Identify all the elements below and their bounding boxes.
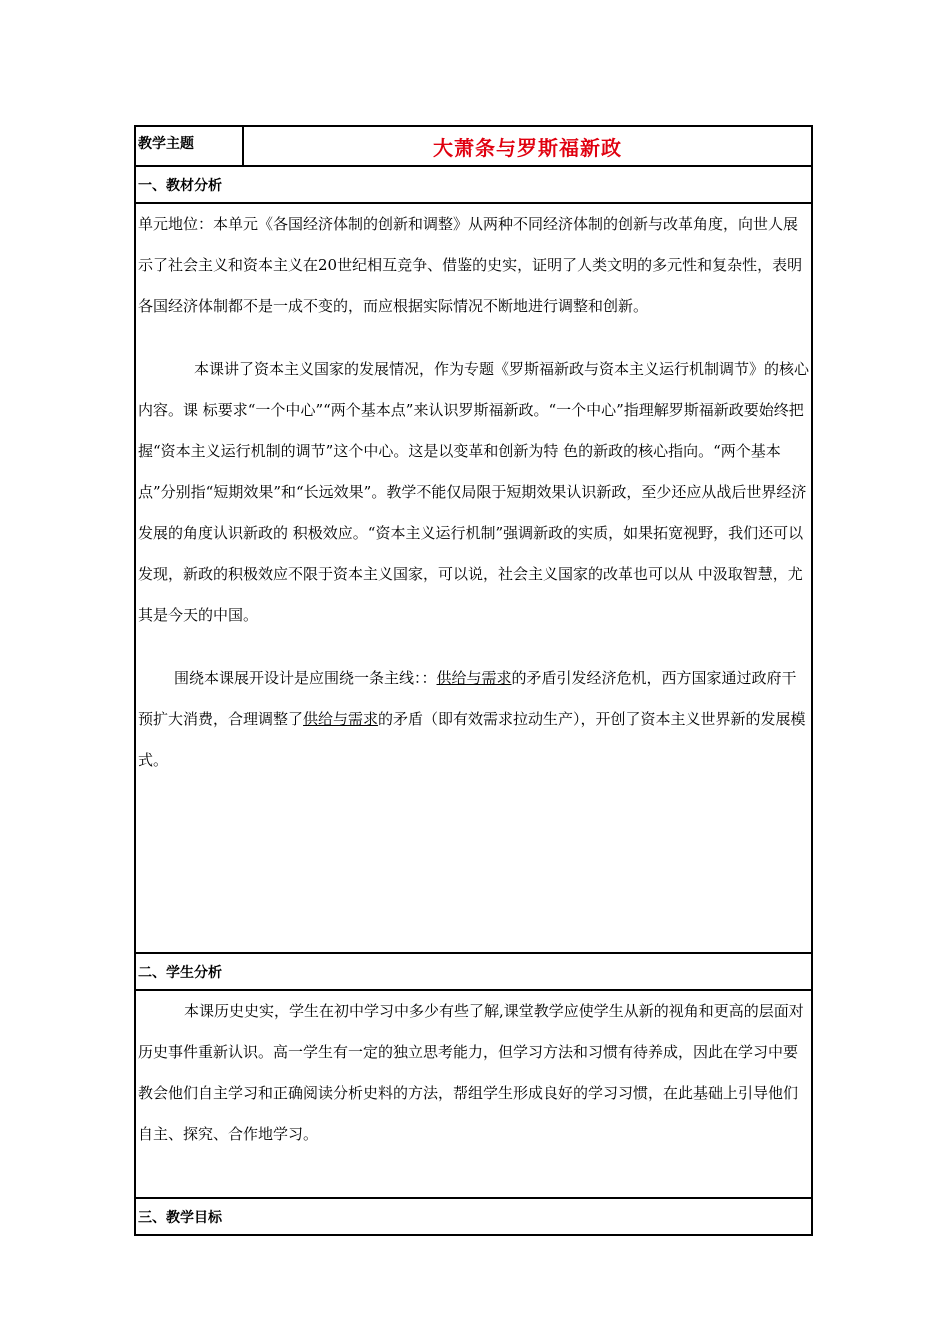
section1-heading-row <box>135 166 812 203</box>
main-line-paragraph <box>138 658 809 781</box>
paragraph-gap <box>138 636 809 658</box>
main-line-text-a: 围绕本课展开设计是应围绕一条主线：： <box>174 669 437 687</box>
section3-heading-row <box>135 1198 812 1235</box>
header-row <box>135 126 812 166</box>
lesson-title: 大萧条与罗斯福新政 <box>243 126 812 166</box>
section2-body-row <box>135 990 812 1198</box>
textbook-analysis-heading: 一、教材分析 <box>135 166 812 203</box>
section2-heading-row <box>135 953 812 990</box>
teaching-goals-heading: 三、教学目标 <box>135 1198 812 1235</box>
student-analysis-body <box>135 990 812 1198</box>
lesson-plan-table <box>134 125 813 1236</box>
paragraph-gap <box>138 327 809 349</box>
unit-position-paragraph: 单元地位：本单元《各国经济体制的创新和调整》从两种不同经济体制的创新与改革角度，向世人展示了社会主义和资本主义在20世纪相互竞争、借鉴的史实，证明了人类文明的多元性和复杂性，表明各国经济体制都不是一成不变的，而应根据实际情况不断地进行调整和创新。 <box>138 215 803 315</box>
main-line-text-b: 的矛盾引发经济危机，西方国家通过政府干预扩大消费，合理调整了 <box>138 669 797 728</box>
supply-demand-term: 供给与需求 <box>436 669 512 687</box>
main-line-text-c: 的矛盾（即有效需求拉动生产），开创了资本主义世界新的发展模式。 <box>138 710 806 769</box>
topic-label: 教学主题 <box>135 126 243 166</box>
section1-body-row <box>135 203 812 953</box>
student-analysis-paragraph: 本课历史史实，学生在初中学习中多少有些了解,课堂教学应使学生从新的视角和更高的层面对历史事件重新认识。高一学生有一定的独立思考能力，但学习方法和习惯有待养成，因此在学习中要教会他们自主学习和正确阅读分析史料的方法，帮组学生形成良好的学习习惯，在此基础上引导他们自主、探究、合作地学习。 <box>138 1002 804 1143</box>
lesson-content-paragraph: 本课讲了资本主义国家的发展情况，作为专题《罗斯福新政与资本主义运行机制调节》的核心内容。课 标要求“一个中心”“两个基本点”来认识罗斯福新政。“一个中心”指理解罗斯福新政要始终把握“资本主义运行机制的调节”这个中心。这是以变革和创新为特 色的新政的核心指向。“两个基本点”分别指“短期效果”和“长远效果”。教学不能仅局限于短期效果认识新政，至少还应从战后世界经济发展的角度认识新政的 积极效应。“资本主义运行机制”强调新政的实质，如果拓宽视野，我们还可以发现，新政的积极效应不限于资本主义国家，可以说，社会主义国家的改革也可以从 中汲取智慧，尤其是今天的中国。 <box>138 360 810 624</box>
textbook-analysis-body <box>135 203 812 953</box>
supply-demand-term: 供给与需求 <box>303 710 379 728</box>
student-analysis-heading: 二、学生分析 <box>135 953 812 990</box>
